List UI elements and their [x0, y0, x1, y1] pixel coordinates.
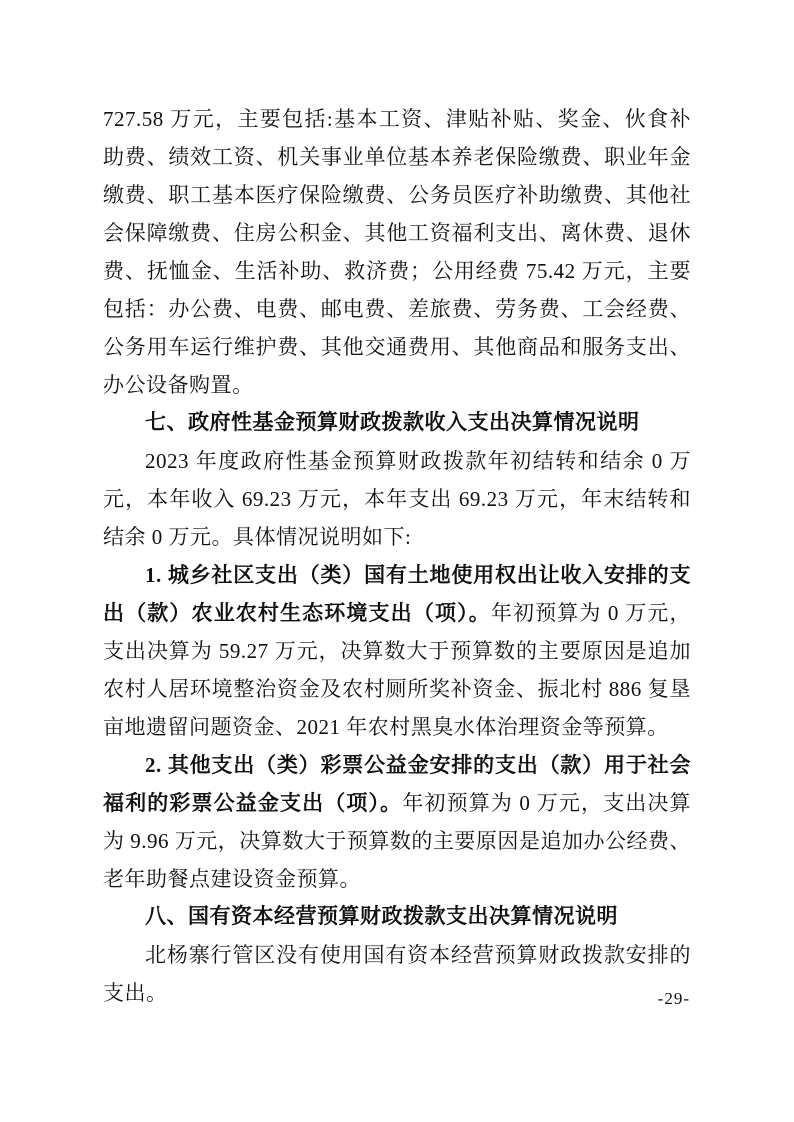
- paragraph-item-2: [103, 746, 691, 898]
- page-number: -29-: [657, 989, 690, 1008]
- paragraph-gov-fund-summary: 2023 年度政府性基金预算财政拨款年初结转和结余 0 万元，本年收入 69.23 万元，本年支出 69.23 万元，年末结转和结余 0 万元。具体情况说明如下:: [103, 449, 691, 549]
- item-1-title: 1. 城乡社区支出（类）国有土地使用权出让收入安排的支出（款）农业农村生态环境支出（项）。: [103, 563, 691, 625]
- item-2-body: 年初预算为 0 万元，支出决算为 9.96 万元，决算数大于预算数的主要原因是追加办公经费、老年助餐点建设资金预算。: [103, 791, 692, 891]
- section-heading-7: 七、政府性基金预算财政拨款收入支出决算情况说明: [145, 411, 640, 434]
- paragraph-item-1: [103, 556, 691, 746]
- paragraph-basic-expense-detail: 727.58 万元，主要包括:基本工资、津贴补贴、奖金、伙食补助费、绩效工资、机关事业单位基本养老保险缴费、职业年金缴费、职工基本医疗保险缴费、公务员医疗补助缴费、其他社会保障缴费、住房公积金、其他工资福利支出、离休费、退休费、抚恤金、生活补助、救济费；公用经费 75.42 万元，主要包括：办公费、电费、邮电费、差旅费、劳务费、工会经费、公务用车运行维护费、其他交通费用、其他商品和服务支出、办公设备购置。: [103, 107, 691, 397]
- section-heading-8: 八、国有资本经营预算财政拨款支出决算情况说明: [145, 905, 618, 928]
- document-body: [103, 100, 691, 1012]
- item-1-body: 年初预算为 0 万元，支出决算为 59.27 万元，决算数大于预算数的主要原因是追加农村人居环境整治资金及农村厕所奖补资金、振北村 886 复垦亩地遗留问题资金、2021 年农村黑臭水体治理资金等预算。: [103, 601, 692, 739]
- item-2-title: 2. 其他支出（类）彩票公益金安排的支出（款）用于社会福利的彩票公益金支出（项）。: [103, 753, 691, 815]
- paragraph-state-capital: 北杨寨行管区没有使用国有资本经营预算财政拨款安排的支出。: [103, 943, 691, 1005]
